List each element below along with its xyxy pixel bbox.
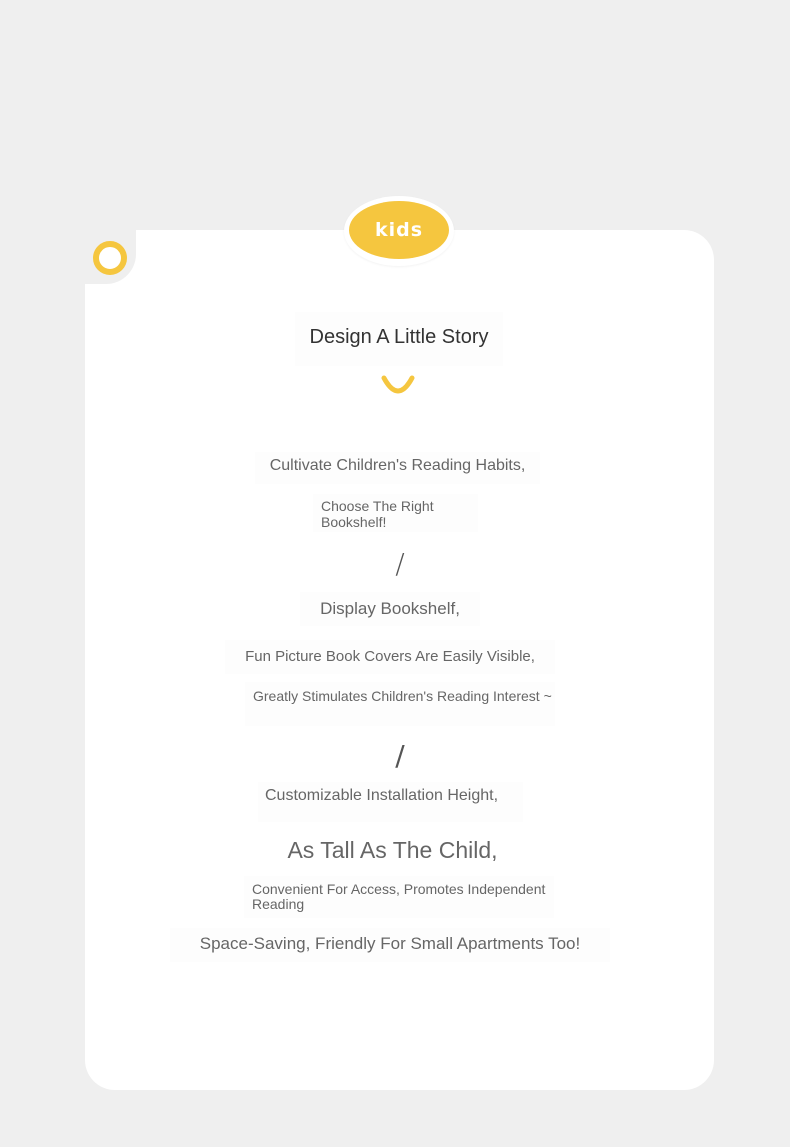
as-tall-text: As Tall As The Child, bbox=[287, 837, 498, 863]
right-bookshelf-text: Choose The Right Bookshelf! bbox=[313, 494, 478, 532]
divider-slash: / bbox=[395, 547, 405, 580]
space-saving-text: Space-Saving, Friendly For Small Apartments Too! bbox=[170, 928, 610, 962]
ring-decoration-icon bbox=[93, 241, 127, 275]
divider-slash: / bbox=[395, 739, 405, 772]
page-title: Design A Little Story bbox=[295, 312, 503, 366]
kids-badge: kids bbox=[349, 201, 449, 259]
smile-curve-icon bbox=[380, 370, 416, 398]
customizable-height-text: Customizable Installation Height, bbox=[258, 782, 523, 822]
convenient-access-text: Convenient For Access, Promotes Independent Reading bbox=[244, 876, 554, 918]
reading-habits-text: Cultivate Children's Reading Habits, bbox=[255, 452, 540, 484]
covers-visible-text: Fun Picture Book Covers Are Easily Visible, bbox=[225, 640, 555, 674]
stimulates-interest-text: Greatly Stimulates Children's Reading Interest ~ bbox=[245, 682, 555, 726]
display-bookshelf-text: Display Bookshelf, bbox=[300, 592, 480, 626]
